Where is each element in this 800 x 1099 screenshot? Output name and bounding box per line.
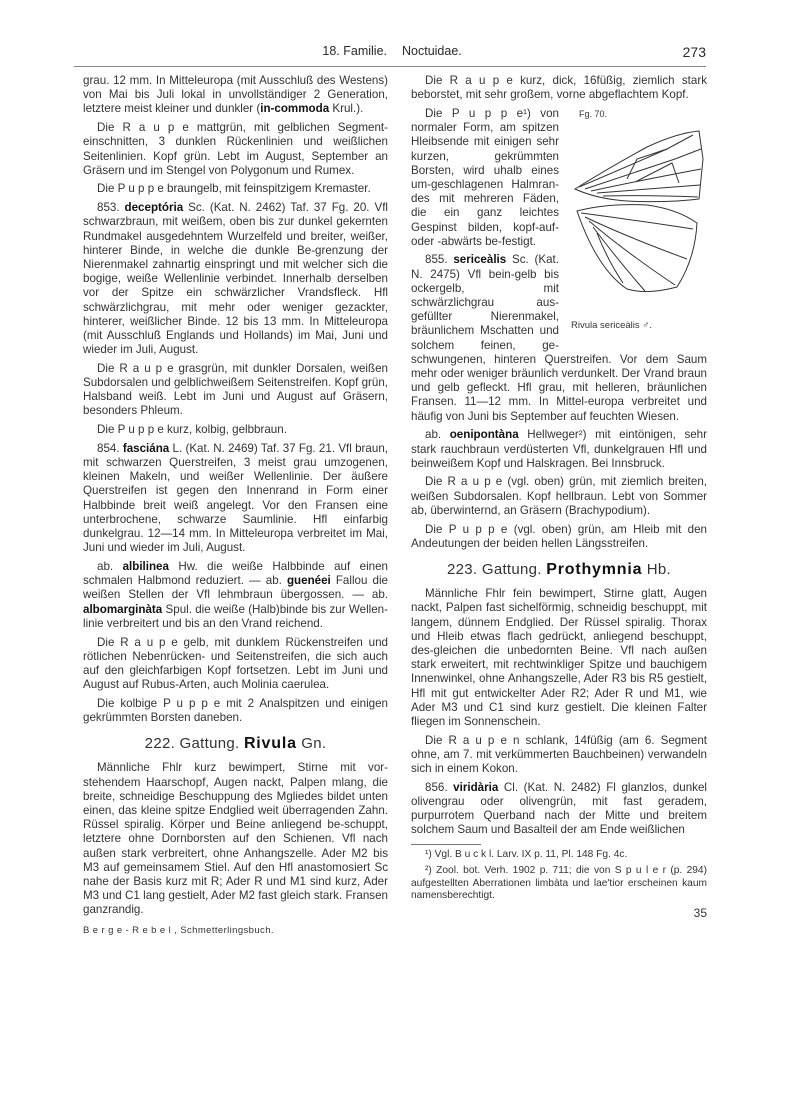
figure-70 (567, 107, 707, 335)
genus-heading-223: 223. Gattung. Prothymnia Hb. (446, 561, 671, 578)
imprint: B e r g e - R e b e l , Schmetterlingsbuch. (83, 924, 274, 936)
sheet-number: 35 (693, 906, 707, 921)
paragraph: Die P u p p e braungelb, mit feinspitzigem Kremaster. (97, 182, 371, 196)
family-label: Noctuidae. (402, 44, 462, 58)
paragraph: grau. 12 mm. In Mitteleuropa (mit Ausschluß des Westens) von Mai bis Juli lokal in unvollständiger 2 Generation, letztere meist kleiner und dunkler (in-commoda Krul.). (83, 74, 388, 116)
footnote: ²) Zool. bot. Verh. 1902 p. 711; die von S p u l e r (p. 294) aufgestellten Aberrationen limbàta und lae'tior erscheinen kaum namensberechtigt. (411, 865, 707, 901)
paragraph: Die P u p p e kurz, kolbig, gelbbraun. (97, 423, 287, 437)
species-856: 856. viridària Cl. (Kat. N. 2482) Fl glanzlos, dunkel olivengrau oder olivengrün, mit fast geradem, purpurrotem Querband nach der Mitte und breitem solchem Saum und Basalteil der am Ende weißlichen (411, 780, 707, 837)
species-853: 853. deceptória Sc. (Kat. N. 2462) Taf. 37 Fg. 20. Vfl schwarzbraun, mit weißem, oben bis zur dunkel gekernten Rundmakel ausgedehntem Wurzelfeld und breiter, weißer, hinterer Binde, in welche die dunkle Be-grenzung der Nierenmakel zahnartig einspringt und mit welcher sich die bogige, weiße Wellenlinie verbindet. Innerhalb derselben vor der Spitze ein schwärzlicher Vrandsfleck. Hfl schwärzlichgrau, mit mehr oder weniger gezackter, hinterer, weißlicher Binde. 12 bis 13 mm. In Mitteleuropa (mit Ausschluß Englands und Hollands) im Mai, Juni und wieder im Juli, August. (83, 201, 388, 357)
paragraph: Die P u p p e (vgl. oben) grün, am Hleib mit den Andeutungen der beiden hellen Längsstreifen. (411, 522, 707, 550)
aberration: ab. oenipontàna Hellweger²) mit eintönigen, sehr stark rauchbraun verdüsterten Vfl, dunkelgrauen Hfl und beinweißem Kopf und Halskragen. Bei Innsbruck. (411, 428, 707, 470)
paragraph: Die R a u p e (vgl. oben) grün, mit ziemlich breiten, weißen Subdorsalen. Kopf hellbraun. Lebt von Sommer ab, überwinternd, an Gräsern (Brachypodium). (411, 475, 707, 517)
running-header (0, 44, 800, 68)
paragraph: Die R a u p e grasgrün, mit dunkler Dorsalen, weißen Subdorsalen und gelblichweißem Seitenstreifen. Kopf grün, Halsband weiß. Lebt im Juni und August auf Gräsern, besonders Phleum. (83, 361, 388, 418)
figure-label: Fg. 70. (579, 108, 608, 119)
footnote: ¹) Vgl. B u c k l. Larv. IX p. 11, Pl. 148 Fg. 4c. (425, 848, 628, 860)
wing-venation-diagram (567, 119, 707, 324)
header-rule (74, 66, 706, 67)
left-column (83, 74, 388, 938)
species-854: 854. fasciána L. (Kat. N. 2469) Taf. 37 Fg. 21. Vfl braun, mit schwarzen Querstreifen, 3 meist grau umzogenen, kleinen Makeln, und weißer Wellenlinie. Der äußere Querstreifen ist gegen den Innenrand in Form einer Halbbinde breit weiß angelegt. Vor den Fransen eine unterbrochene, schwarze Saumlinie. Hfl einfarbig dunkelgrau. 12—14 mm. In Mitteleuropa verbreitet im Mai, Juni und wieder im Juli, August. (83, 441, 388, 555)
aberrations: ab. albilinea Hw. die weiße Halbbinde auf einen schmalen Halbmond reduziert. — ab. guenéei Fallou die weißen Stellen der Vfl lehmbraun übergossen. — ab. albomarginàta Spul. die weiße (Halb)binde bis zur Wellen-linie verbreitert und bis an den Vrand reichend. (83, 560, 389, 630)
page-number: 273 (682, 44, 706, 60)
figure-caption: Rivula sericeàlis ♂. (571, 319, 653, 331)
species-855: 855. sericeàlis Sc. (Kat. N. 2475) Vfl bein-gelb bis ockergelb, mit schwärzlichgrau aus-gefüllter Nierenmakel, bräunlichem Mschatten und solchem feinen, ge-schwungenen, hinteren Querstreifen. Vor dem Saum mehr oder weniger bräunlich verdunkelt. Der Vrand braun und gelb gefleckt. Hfl grau, mit helleren, bräunlichen Fransen. 11—12 mm. In Mittel-europa verbreitet und häufig von Juni bis September auf feuchten Wiesen. (411, 253, 707, 423)
paragraph: Die R a u p e mattgrün, mit gelblichen Segment-einschnitten, 3 dunklen Rückenlinien und weißlichen Seitenlinien. Kopf grün. Lebt im August, September an Gräsern und im Stengel von Polygonum und Rumex. (83, 121, 388, 177)
genus-heading-222: 222. Gattung. Rivula Gn. (144, 735, 327, 753)
footnote-rule (411, 844, 481, 845)
chapter-label: 18. Familie. (322, 44, 387, 58)
paragraph: Männliche Fhlr kurz bewimpert, Stirne mit vor-stehendem Haarschopf, Augen nackt, Palpen mlang, die breite, schneidige Beschuppung des Mgliedes bildet unten einen, das kleine spitze Endglied weit überragenden Zahn. Rüssel spiralig. Körper und Beine anliegend be-schuppt, letztere ohne Dornborsten auf den Schienen. Vfl nach außen stark verbreitert, ohne Anhangszelle. Ader M2 bis M3 auf gemeinsamem Stiel. Auf den Hfl anastomosiert Sc nahe der Basis kurz mit R; Ader R und M1 sind kurz, Ader M3 und C1 lang gestielt, Ader M2 fast gleich stark. Fransen ganzrandig. (83, 761, 388, 917)
right-column (411, 74, 707, 921)
paragraph: Die R a u p e gelb, mit dunklem Rückenstreifen und rötlichen Nebenrücken- und Seitenstreifen, die sich auch auf den gleichfarbigen Kopf fortsetzen. Lebt im Juni und August auf Rubus-Arten, auch Molinia caerulea. (83, 635, 388, 692)
paragraph: Die kolbige P u p p e mit 2 Analspitzen und einigen gekrümmten Borsten daneben. (83, 696, 388, 725)
paragraph: Die P u p p e¹) von normaler Form, am spitzen Hleibsende mit einigen sehr kurzen, gekrümmten Borsten, wird uhalb eines um-geschlagenen Halmran-des mit mehreren Fäden, die ein ganz leichtes Gespinst bilden, kopf-auf- oder -abwärts be-festigt. (411, 106, 559, 248)
paragraph: Männliche Fhlr fein bewimpert, Stirne glatt, Augen nackt, Palpen fast sichelförmig, schneidig beschuppt, mit langem, dünnem Endglied. Der Rüssel spiralig. Thorax und Hleib etwas flach gedrückt, anliegend beschuppt, des-gleichen die unbedornten Beine. Vfl nach außen stark erweitert, mit rechtwinkliger Spitze und bauchigem Innenwinkel, ohne Anhangszelle, Ader R3 bis R5 gestielt, Hfl mit gut entwickelter Ader R2; Ader R und M1, wie Ader M3 und C1 sind kurz gestielt. Die kleinen Falter fliegen im Sonnenschein. (411, 587, 707, 729)
paragraph: Die R a u p e n schlank, 14füßig (am 6. Segment ohne, am 7. mit verkümmerten Bauchbeinen) verwandeln sich in einem Kokon. (411, 733, 707, 776)
paragraph: Die R a u p e kurz, dick, 16füßig, ziemlich stark beborstet, mit sehr großem, vorne abgeflachtem Kopf. (411, 74, 707, 102)
